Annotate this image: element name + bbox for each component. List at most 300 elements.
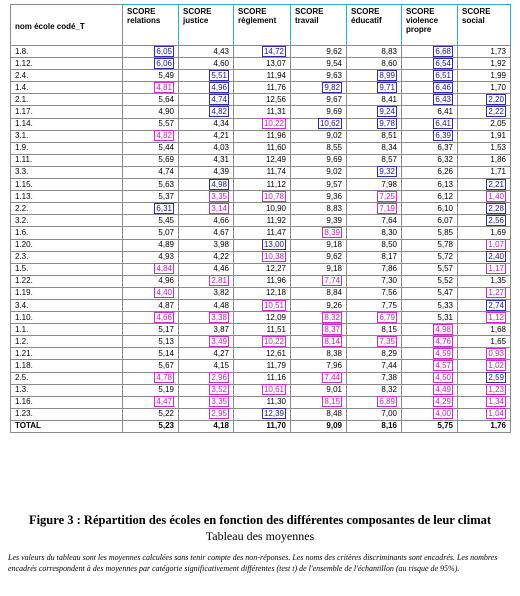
school-code-cell: 1.9. (11, 142, 123, 154)
score-cell: 9,01 (291, 384, 347, 396)
highlight-low-value: 8,14 (324, 336, 340, 346)
score-cell: 4,60 (179, 58, 234, 70)
highlight-low-value: 10,38 (263, 252, 284, 262)
score-cell: 9,69 (291, 106, 347, 118)
score-cell: 9,67 (291, 94, 347, 106)
score-cell: 9,63 (291, 70, 347, 82)
highlight-low-value: 3,38 (211, 312, 227, 322)
highlight-low-value: 1,27 (488, 288, 504, 298)
highlight-low-value: 2,81 (211, 276, 227, 286)
highlight-low-value: 4,50 (435, 373, 451, 383)
score-cell: 4,39 (179, 166, 234, 178)
score-cell (402, 372, 458, 384)
table-row (11, 372, 511, 384)
score-cell: 4,74 (123, 166, 179, 178)
score-cell (458, 263, 511, 275)
score-cell: 1,70 (458, 82, 511, 94)
table-row (11, 203, 511, 215)
table-header-row (11, 5, 511, 46)
score-cell: 11,94 (234, 70, 291, 82)
score-cell (458, 179, 511, 191)
table-row (11, 118, 511, 130)
score-cell: 9,57 (291, 179, 347, 191)
score-cell (123, 58, 179, 70)
table-row (11, 336, 511, 348)
score-cell: 11,96 (234, 275, 291, 287)
score-cell: 12,61 (234, 348, 291, 360)
score-cell: 8,32 (347, 384, 402, 396)
table-row (11, 130, 511, 142)
score-cell (347, 70, 402, 82)
highlight-low-value: 3,35 (211, 397, 227, 407)
highlight-low-value: 10,22 (263, 119, 284, 129)
score-cell: 8,84 (291, 287, 347, 299)
score-cell: 4,96 (123, 275, 179, 287)
score-cell (234, 408, 291, 420)
score-cell: 4,46 (179, 263, 234, 275)
score-cell (402, 384, 458, 396)
score-cell: 9,62 (291, 46, 347, 58)
score-cell (402, 70, 458, 82)
highlight-low-value: 4,76 (435, 336, 451, 346)
table-row (11, 384, 511, 396)
score-cell (402, 82, 458, 94)
score-cell: 6,13 (402, 179, 458, 191)
table-row (11, 94, 511, 106)
school-code-cell: 1.20. (11, 239, 123, 251)
score-cell: 8,41 (347, 94, 402, 106)
score-cell: 5,49 (123, 70, 179, 82)
school-code-cell: 3.4. (11, 299, 123, 311)
table-row (11, 142, 511, 154)
highlight-high-value: 6,05 (156, 46, 172, 56)
score-cell: 7,98 (347, 179, 402, 191)
score-cell: 7,30 (347, 275, 402, 287)
score-cell (179, 94, 234, 106)
column-header: SCORE social (458, 5, 511, 46)
score-cell: 11,96 (234, 130, 291, 142)
score-cell: 13,07 (234, 58, 291, 70)
highlight-high-value: 9,78 (379, 119, 395, 129)
score-cell: 1,99 (458, 70, 511, 82)
score-cell: 5,63 (123, 179, 179, 191)
scores-table-container (10, 4, 510, 433)
highlight-low-value: 4,78 (156, 373, 172, 383)
table-row (11, 360, 511, 372)
score-cell: 11,12 (234, 179, 291, 191)
highlight-high-value: 6,06 (156, 58, 172, 68)
score-cell (402, 118, 458, 130)
score-cell (402, 348, 458, 360)
highlight-low-value: 10,51 (263, 300, 284, 310)
score-cell: 8,30 (347, 227, 402, 239)
table-row (11, 58, 511, 70)
highlight-high-value: 9,32 (379, 167, 395, 177)
score-cell: 5,47 (402, 287, 458, 299)
score-cell: 11,30 (234, 396, 291, 408)
score-cell: 1,91 (458, 130, 511, 142)
score-cell: 5,85 (402, 227, 458, 239)
score-cell: 7,38 (347, 372, 402, 384)
figure-title: Figure 3 : Répartition des écoles en fonction des différentes composantes de leur climat (28, 513, 492, 527)
total-cell: 9,09 (291, 420, 347, 432)
score-cell (291, 275, 347, 287)
school-code-cell: 2.2. (11, 203, 123, 215)
score-cell: 5,37 (123, 191, 179, 203)
score-cell: 8,15 (347, 324, 402, 336)
score-cell (347, 203, 402, 215)
score-cell (458, 372, 511, 384)
table-row (11, 154, 511, 166)
score-cell (179, 203, 234, 215)
highlight-low-value: 8,15 (324, 397, 340, 407)
score-cell (179, 312, 234, 324)
score-cell: 9,62 (291, 251, 347, 263)
column-header: SCORE relations (123, 5, 179, 46)
score-cell (347, 106, 402, 118)
school-code-cell: 3.2. (11, 215, 123, 227)
score-cell: 8,34 (347, 142, 402, 154)
highlight-low-value: 10,22 (263, 336, 284, 346)
highlight-high-value: 4,98 (211, 179, 227, 189)
highlight-low-value: 1,23 (488, 385, 504, 395)
score-cell: 4,22 (179, 251, 234, 263)
score-cell (458, 215, 511, 227)
highlight-low-value: 4,98 (435, 324, 451, 334)
school-code-cell: 2.5. (11, 372, 123, 384)
highlight-low-value: 7,44 (324, 373, 340, 383)
score-cell: 1,73 (458, 46, 511, 58)
school-code-cell: 1.4. (11, 82, 123, 94)
column-header: SCORE justice (179, 5, 234, 46)
score-cell: 8,83 (291, 203, 347, 215)
score-cell: 4,87 (123, 299, 179, 311)
score-cell: 9,02 (291, 166, 347, 178)
score-cell (347, 396, 402, 408)
highlight-high-value: 2,74 (488, 300, 504, 310)
score-cell: 2,05 (458, 118, 511, 130)
score-cell: 12,18 (234, 287, 291, 299)
score-cell (458, 408, 511, 420)
highlight-high-value: 5,51 (211, 70, 227, 80)
score-cell (234, 46, 291, 58)
score-cell (234, 118, 291, 130)
score-cell (234, 336, 291, 348)
total-cell: 4,18 (179, 420, 234, 432)
table-row (11, 46, 511, 58)
score-cell: 7,00 (347, 408, 402, 420)
highlight-high-value: 6,43 (435, 94, 451, 104)
school-code-cell: 1.22. (11, 275, 123, 287)
score-cell (234, 384, 291, 396)
score-cell: 8,60 (347, 58, 402, 70)
score-cell: 6,10 (402, 203, 458, 215)
highlight-low-value: 8,32 (324, 312, 340, 322)
score-cell (179, 82, 234, 94)
score-cell (179, 70, 234, 82)
score-cell: 4,43 (179, 46, 234, 58)
footnote: Les valeurs du tableau sont les moyennes calculées sans tenir compte des non-réponses. Les noms des critères discriminants sont encadrés. Les nombres encadrés correspondent à des moyennes par catégorie significativement différentes (test t) de l'ensemble de l'échantillon (au risque de 95%). (8, 553, 498, 573)
highlight-high-value: 2,56 (488, 215, 504, 225)
highlight-high-value: 9,24 (379, 107, 395, 117)
score-cell: 5,13 (123, 336, 179, 348)
score-cell: 8,57 (347, 154, 402, 166)
school-code-cell: 3.1. (11, 130, 123, 142)
score-cell: 1,35 (458, 275, 511, 287)
highlight-low-value: 7,35 (379, 336, 395, 346)
highlight-high-value: 2,59 (488, 373, 504, 383)
school-code-cell: 1.19. (11, 287, 123, 299)
table-row (11, 324, 511, 336)
column-header: SCORE éducatif (347, 5, 402, 46)
school-code-cell: 2.4. (11, 70, 123, 82)
highlight-low-value: 1,17 (488, 264, 504, 274)
highlight-low-value: 4,47 (156, 397, 172, 407)
score-cell: 3,87 (179, 324, 234, 336)
highlight-low-value: 1,02 (488, 360, 504, 370)
score-cell (347, 336, 402, 348)
score-cell: 11,74 (234, 166, 291, 178)
highlight-high-value: 2,20 (488, 94, 504, 104)
score-cell: 5,64 (123, 94, 179, 106)
highlight-low-value: 1,07 (488, 240, 504, 250)
highlight-low-value: 3,49 (211, 336, 227, 346)
score-cell: 4,67 (179, 227, 234, 239)
table-row (11, 312, 511, 324)
score-cell (123, 372, 179, 384)
score-cell: 11,79 (234, 360, 291, 372)
total-cell: 1,76 (458, 420, 511, 432)
highlight-low-value: 8,37 (324, 324, 340, 334)
school-code-cell: 1.16. (11, 396, 123, 408)
table-row (11, 408, 511, 420)
school-code-cell: 1.6. (11, 227, 123, 239)
highlight-low-value: 4,00 (435, 409, 451, 419)
highlight-low-value: 4,29 (435, 397, 451, 407)
highlight-low-value: 3,52 (211, 385, 227, 395)
score-cell (458, 360, 511, 372)
school-code-cell: 1.14. (11, 118, 123, 130)
table-row (11, 70, 511, 82)
highlight-low-value: 8,39 (324, 227, 340, 237)
score-cell: 4,89 (123, 239, 179, 251)
score-cell: 8,51 (347, 130, 402, 142)
scores-table (10, 4, 511, 433)
score-cell: 4,66 (179, 215, 234, 227)
score-cell: 6,41 (402, 106, 458, 118)
table-row (11, 263, 511, 275)
school-code-cell: 1.18. (11, 360, 123, 372)
score-cell: 5,69 (123, 154, 179, 166)
highlight-high-value: 6,39 (435, 131, 451, 141)
highlight-high-value: 6,41 (435, 119, 451, 129)
table-row (11, 287, 511, 299)
score-cell: 4,90 (123, 106, 179, 118)
score-cell: 5,31 (402, 312, 458, 324)
score-cell: 12,49 (234, 154, 291, 166)
score-cell: 5,45 (123, 215, 179, 227)
score-cell (123, 396, 179, 408)
figure-subtitle: Tableau des moyennes (205, 529, 315, 543)
score-cell: 9,54 (291, 58, 347, 70)
score-cell (402, 130, 458, 142)
score-cell: 1,69 (458, 227, 511, 239)
score-cell (291, 372, 347, 384)
score-cell (179, 372, 234, 384)
score-cell: 11,60 (234, 142, 291, 154)
score-cell (458, 299, 511, 311)
score-cell: 6,07 (402, 215, 458, 227)
score-cell (347, 166, 402, 178)
score-cell: 5,44 (123, 142, 179, 154)
score-cell: 8,55 (291, 142, 347, 154)
score-cell (402, 336, 458, 348)
highlight-low-value: 1,40 (488, 191, 504, 201)
total-row (11, 420, 511, 432)
highlight-high-value: 2,21 (488, 179, 504, 189)
highlight-high-value: 2,28 (488, 203, 504, 213)
score-cell: 8,83 (347, 46, 402, 58)
table-row (11, 348, 511, 360)
score-cell: 12,56 (234, 94, 291, 106)
column-header: SCORE travail (291, 5, 347, 46)
school-code-cell: 1.13. (11, 191, 123, 203)
school-code-cell: 1.15. (11, 179, 123, 191)
score-cell (234, 251, 291, 263)
score-cell (291, 82, 347, 94)
score-cell: 9,36 (291, 191, 347, 203)
highlight-low-value: 3,35 (211, 191, 227, 201)
table-row (11, 275, 511, 287)
table-row (11, 82, 511, 94)
table-row (11, 251, 511, 263)
highlight-low-value: 6,79 (379, 312, 395, 322)
score-cell (458, 251, 511, 263)
total-cell: 5,75 (402, 420, 458, 432)
school-code-cell: 1.2. (11, 336, 123, 348)
score-cell (123, 130, 179, 142)
highlight-low-value: 1,34 (488, 397, 504, 407)
score-cell: 9,39 (291, 215, 347, 227)
school-code-cell: 1.11. (11, 154, 123, 166)
score-cell: 4,48 (179, 299, 234, 311)
school-code-cell: 1.12. (11, 58, 123, 70)
score-cell (458, 287, 511, 299)
score-cell (179, 275, 234, 287)
highlight-low-value: 4,84 (156, 264, 172, 274)
highlight-low-value: 4,59 (435, 348, 451, 358)
highlight-low-value: 3,14 (211, 203, 227, 213)
highlight-high-value: 4,96 (211, 82, 227, 92)
school-code-cell: 2.3. (11, 251, 123, 263)
score-cell: 7,56 (347, 287, 402, 299)
highlight-low-value: 4,49 (435, 385, 451, 395)
score-cell: 5,33 (402, 299, 458, 311)
score-cell: 5,17 (123, 324, 179, 336)
score-cell: 1,53 (458, 142, 511, 154)
score-cell (179, 336, 234, 348)
score-cell (458, 312, 511, 324)
highlight-low-value: 7,19 (379, 203, 395, 213)
table-row (11, 191, 511, 203)
highlight-high-value: 6,46 (435, 82, 451, 92)
highlight-high-value: 6,54 (435, 58, 451, 68)
highlight-low-value: 0,93 (488, 348, 504, 358)
score-cell (234, 191, 291, 203)
score-cell: 5,07 (123, 227, 179, 239)
score-cell: 8,48 (291, 408, 347, 420)
score-cell (402, 324, 458, 336)
score-cell (458, 384, 511, 396)
highlight-high-value: 6,51 (435, 70, 451, 80)
score-cell: 1,71 (458, 166, 511, 178)
score-cell: 4,03 (179, 142, 234, 154)
score-cell (179, 384, 234, 396)
score-cell: 11,47 (234, 227, 291, 239)
score-cell (234, 239, 291, 251)
score-cell (458, 239, 511, 251)
score-cell (458, 396, 511, 408)
score-cell: 4,15 (179, 360, 234, 372)
score-cell (123, 203, 179, 215)
score-cell (291, 396, 347, 408)
score-cell (179, 179, 234, 191)
highlight-low-value: 1,12 (488, 312, 504, 322)
score-cell: 9,18 (291, 263, 347, 275)
highlight-low-value: 10,61 (263, 385, 284, 395)
highlight-high-value: 12,39 (263, 409, 284, 419)
highlight-low-value: 6,89 (379, 397, 395, 407)
school-code-cell: 1.23. (11, 408, 123, 420)
score-cell (123, 82, 179, 94)
column-header: SCORE violence propre (402, 5, 458, 46)
score-cell (458, 106, 511, 118)
score-cell (347, 312, 402, 324)
school-code-cell: 1.8. (11, 46, 123, 58)
score-cell: 5,72 (402, 251, 458, 263)
total-cell: 11,70 (234, 420, 291, 432)
highlight-high-value: 4,74 (211, 94, 227, 104)
school-code-cell: 1.10. (11, 312, 123, 324)
score-cell (291, 324, 347, 336)
score-cell: 11,16 (234, 372, 291, 384)
score-cell: 4,27 (179, 348, 234, 360)
highlight-high-value: 10,62 (319, 119, 340, 129)
highlight-low-value: 1,04 (488, 409, 504, 419)
score-cell: 5,19 (123, 384, 179, 396)
score-cell (402, 408, 458, 420)
school-code-cell: 1.21. (11, 348, 123, 360)
score-cell (458, 203, 511, 215)
score-cell: 1,65 (458, 336, 511, 348)
score-cell: 1,86 (458, 154, 511, 166)
table-row (11, 166, 511, 178)
score-cell (179, 191, 234, 203)
score-cell (179, 106, 234, 118)
table-body (11, 46, 511, 433)
score-cell: 5,14 (123, 348, 179, 360)
score-cell: 11,31 (234, 106, 291, 118)
school-code-cell: 3.3. (11, 166, 123, 178)
score-cell: 4,21 (179, 130, 234, 142)
score-cell: 8,17 (347, 251, 402, 263)
score-cell (234, 299, 291, 311)
score-cell: 5,78 (402, 239, 458, 251)
score-cell (458, 348, 511, 360)
score-cell (458, 191, 511, 203)
school-code-cell: 1.3. (11, 384, 123, 396)
score-cell (179, 408, 234, 420)
